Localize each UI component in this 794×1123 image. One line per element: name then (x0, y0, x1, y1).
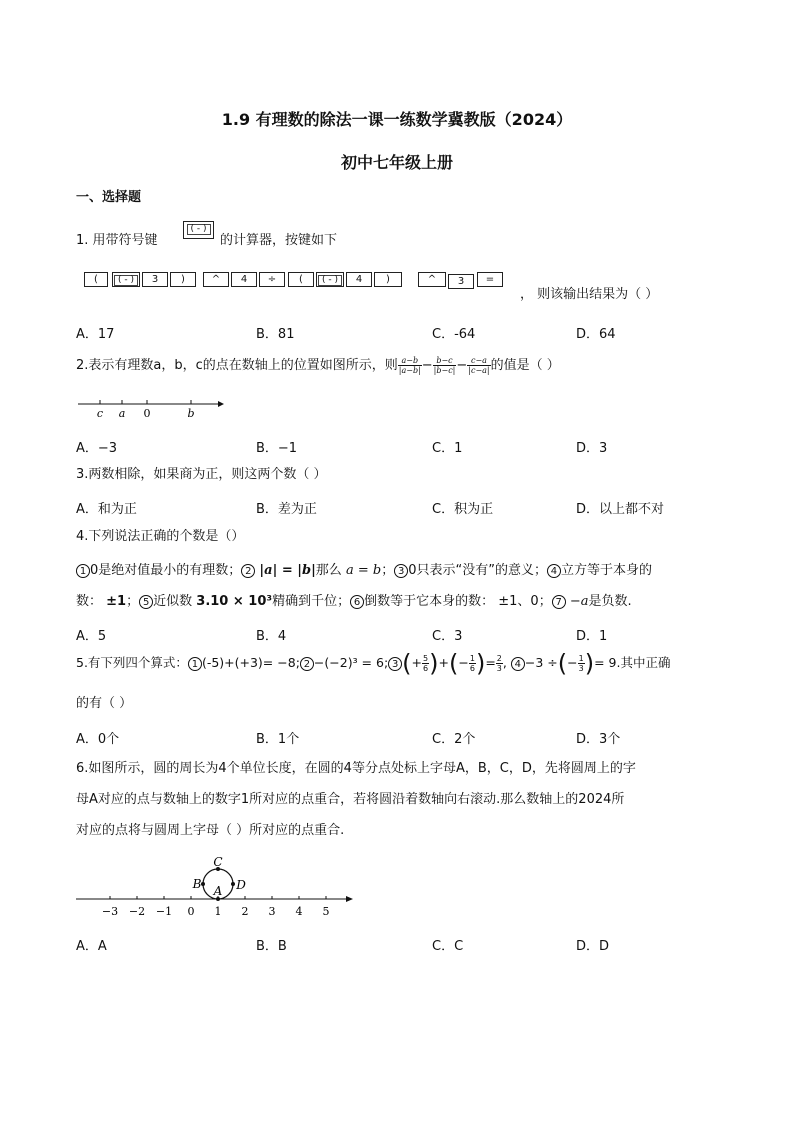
q5-frac-5-6-den: 6 (423, 664, 429, 673)
key-negative-2 (316, 272, 344, 287)
q6-tick-label: −1 (155, 905, 173, 918)
q5-circled-1: 1 (188, 657, 202, 671)
q5-expr-4a: −3 ÷ (524, 655, 558, 670)
q5-option-b: B．1个 (256, 732, 300, 747)
q5-option-a: A．0个 (76, 732, 120, 747)
q2-minus-2: − (456, 358, 468, 373)
q2-label-0: 0 (143, 407, 151, 420)
circle-label-d: D (236, 878, 246, 892)
negative-sign-key-label: ( - ) (187, 224, 211, 235)
q5-paren-close-1: ) (429, 649, 439, 678)
q4-statements-line-1 (76, 562, 652, 580)
q2-fraction-3 (467, 356, 490, 375)
q4-s2-then: 那么 (315, 563, 342, 578)
q5-line-2: 的有（ ） (76, 696, 133, 711)
circled-7: 7 (552, 595, 566, 609)
q5-plus-2: + (438, 655, 449, 670)
circle-point-d (231, 882, 235, 886)
q6-circle-number-line (76, 852, 358, 922)
q2-minus-1: − (421, 358, 433, 373)
q2-label-b: b (187, 407, 195, 420)
q2-option-b: B．−1 (256, 441, 298, 456)
q4-s5c: 精确到千位； (272, 594, 351, 609)
circle-label-b: B (192, 877, 202, 891)
q2-option-a: A．−3 (76, 441, 118, 456)
q1-option-b: B．81 (256, 327, 295, 342)
q4-s7b: 是负数. (588, 594, 632, 609)
q5-frac-5-6-num: 5 (423, 654, 429, 663)
q5-option-c: C．2个 (432, 732, 476, 747)
q5-circled-2: 2 (300, 657, 314, 671)
q6-option-b: B．B (256, 939, 287, 954)
negative-sign-key (183, 221, 214, 239)
document-subtitle: 初中七年级上册 (340, 153, 453, 172)
q5-frac-2-3-num: 2 (496, 654, 502, 663)
q6-option-d: D．D (576, 939, 610, 954)
q5-circled-4: 4 (511, 657, 525, 671)
q4-s3: 0只表示“没有”的意义； (408, 563, 547, 578)
key-3: 3 (142, 272, 168, 287)
q6-tick-label: 5 (322, 905, 330, 918)
q5-paren-open-2: ( (448, 649, 459, 678)
circled-5: 5 (139, 595, 153, 609)
q4-s2-eq2: a = b (345, 563, 382, 578)
q4-s6a: 倒数等于它本身的数： (364, 594, 495, 609)
key-negative (112, 272, 140, 287)
key-power-2: ^ (418, 272, 446, 287)
q2-fraction-3-den: |c−a| (468, 366, 490, 375)
q2-option-d: D．3 (576, 441, 608, 456)
circled-4: 4 (547, 564, 561, 578)
q1-option-a: A．17 (76, 327, 115, 342)
q5-paren-open-3: ( (557, 649, 568, 678)
q6-tick-label: 3 (268, 905, 276, 918)
q4-s5b: 3.10 × 10³ (196, 594, 273, 609)
q5-frac-1-6-num: 1 (469, 654, 475, 663)
q2-text-b: 的值是（ ） (490, 358, 560, 373)
circled-1: 1 (76, 564, 90, 578)
q4-s5a: 近似数 (153, 594, 193, 609)
q2-fraction-1-den: |a−b| (398, 366, 421, 375)
q2-option-c: C．1 (432, 441, 463, 456)
key-4: 4 (231, 272, 257, 287)
q5-expr-1: (-5)+(+3)= (201, 655, 274, 670)
circled-6: 6 (350, 595, 364, 609)
q1-option-c: C．-64 (432, 327, 476, 342)
q5-paren-close-2: ) (475, 649, 486, 678)
key-close-paren-2: ) (374, 272, 402, 287)
q5-minus-2: − (567, 655, 578, 670)
key-open-paren: ( (84, 272, 108, 287)
document-title: 1.9 有理数的除法一课一练数学冀教版（2024） (221, 110, 573, 129)
circle-label-c: C (213, 855, 223, 869)
q2-axis-arrow (218, 401, 224, 407)
key-equals: = (477, 272, 503, 287)
q1-prefix: 1. 用带符号键 (76, 233, 158, 248)
q2-label-c: c (96, 407, 104, 420)
q5-expr-1b: −8; (277, 655, 300, 670)
q4-option-b: B．4 (256, 629, 287, 644)
q6-line-2: 母A对应的点与数轴上的数字1所对应的点重合，若将圆沿着数轴向右滚动.那么数轴上的2024所 (76, 792, 625, 807)
q4-s2-eq: |a| = |b| (259, 563, 316, 578)
q5-circled-3: 3 (388, 657, 402, 671)
q5-frac-2-3-den: 3 (496, 664, 502, 673)
q1-tail: ， 则该输出结果为（ ） (520, 287, 659, 302)
q4-s4c: ±1 (106, 594, 127, 609)
q4-text: 4.下列说法正确的个数是（） (76, 529, 245, 544)
q2-fraction-1-num: a−b (398, 356, 422, 366)
q3-text: 3.两数相除，如果商为正，则这两个数（ ） (76, 467, 327, 482)
q4-statements-line-2 (76, 593, 632, 611)
q6-option-a: A．A (76, 939, 107, 954)
q5-text-a: 5.有下列四个算式： (76, 655, 188, 670)
q2-fraction-2-den: |b−c| (433, 366, 456, 375)
q6-axis-arrow (346, 896, 353, 902)
q6-tick-label: 0 (187, 905, 195, 918)
key-negative-label: ( - ) (114, 275, 138, 286)
q4-s6b: ±1、0； (498, 594, 552, 609)
q5-text-b: 其中正确 (620, 655, 671, 670)
key-3b: 3 (448, 274, 474, 289)
q2-fraction-2 (433, 356, 457, 375)
q3-option-c: C．积为正 (432, 502, 494, 517)
q5-expr-4c: = 9. (594, 655, 621, 670)
circle-point-b (201, 882, 205, 886)
q2-number-line (76, 396, 228, 422)
q4-s7a: −a (569, 594, 589, 609)
circled-2: 2 (241, 564, 255, 578)
section-heading: 一、选择题 (76, 190, 142, 205)
circle-label-a: A (213, 884, 223, 898)
q6-option-c: C．C (432, 939, 464, 954)
q2-fraction-2-num: b−c (433, 356, 457, 366)
q6-line-3: 对应的点将与圆周上字母（ ）所对应的点重合. (76, 823, 345, 838)
q5-paren-open-1: ( (402, 649, 412, 678)
q5-frac-1-3-num: 1 (578, 654, 584, 663)
q5-line-1 (76, 649, 671, 678)
q4-s4d: ； (126, 594, 140, 609)
q5-comma: , (502, 655, 507, 670)
q6-line-1: 6.如图所示，圆的周长为4个单位长度，在圆的4等分点处标上字母A，B，C，D，先将圆周上的字 (76, 761, 636, 776)
q2-text-a: 2.表示有理数a，b，c的点在数轴上的位置如图所示，则 (76, 358, 398, 373)
key-divide: ÷ (259, 272, 285, 287)
q5-plus-1: + (411, 655, 423, 670)
q4-option-c: C．3 (432, 629, 463, 644)
key-power: ^ (203, 272, 229, 287)
q4-s1: 0是绝对值最小的有理数； (90, 563, 242, 578)
q6-tick-label: 4 (295, 905, 303, 918)
q5-frac-2-3 (496, 654, 503, 673)
q2-text (76, 356, 560, 375)
q6-tick-label: −3 (101, 905, 119, 918)
q5-option-d: D．3个 (576, 732, 621, 747)
q2-fraction-1 (398, 356, 422, 375)
q5-paren-close-3: ) (584, 649, 595, 678)
key-close-paren: ) (170, 272, 196, 287)
q1-suffix: 的计算器，按键如下 (220, 233, 338, 248)
q2-label-a: a (118, 407, 126, 420)
q4-option-d: D．1 (576, 629, 608, 644)
q6-tick-label: 2 (241, 905, 249, 918)
q3-option-b: B．差为正 (256, 502, 317, 517)
key-open-paren-2: ( (288, 272, 314, 287)
key-negative-2-label: ( - ) (318, 275, 342, 286)
q5-frac-1-6-den: 6 (469, 664, 475, 673)
q4-s2-end: ； (381, 563, 395, 578)
circled-3: 3 (394, 564, 408, 578)
q5-minus-1: − (458, 655, 469, 670)
q6-tick-label: −2 (128, 905, 146, 918)
q5-expr-2: −(−2)³ = 6; (313, 655, 389, 670)
q5-frac-1-3-den: 3 (578, 664, 584, 673)
q4-s4: 立方等于本身的 (560, 563, 652, 578)
q3-option-a: A．和为正 (76, 502, 137, 517)
q6-tick-label: 1 (214, 905, 222, 918)
q4-option-a: A．5 (76, 629, 107, 644)
q4-s4b: 数： (76, 594, 103, 609)
q5-equals-1: = (485, 655, 496, 670)
q5-frac-1-6 (469, 654, 476, 673)
q5-frac-1-3 (578, 654, 585, 673)
q2-fraction-3-num: c−a (467, 356, 490, 366)
q1-option-d: D．64 (576, 327, 616, 342)
key-4b: 4 (346, 272, 372, 287)
q3-option-d: D．以上都不对 (576, 502, 665, 517)
